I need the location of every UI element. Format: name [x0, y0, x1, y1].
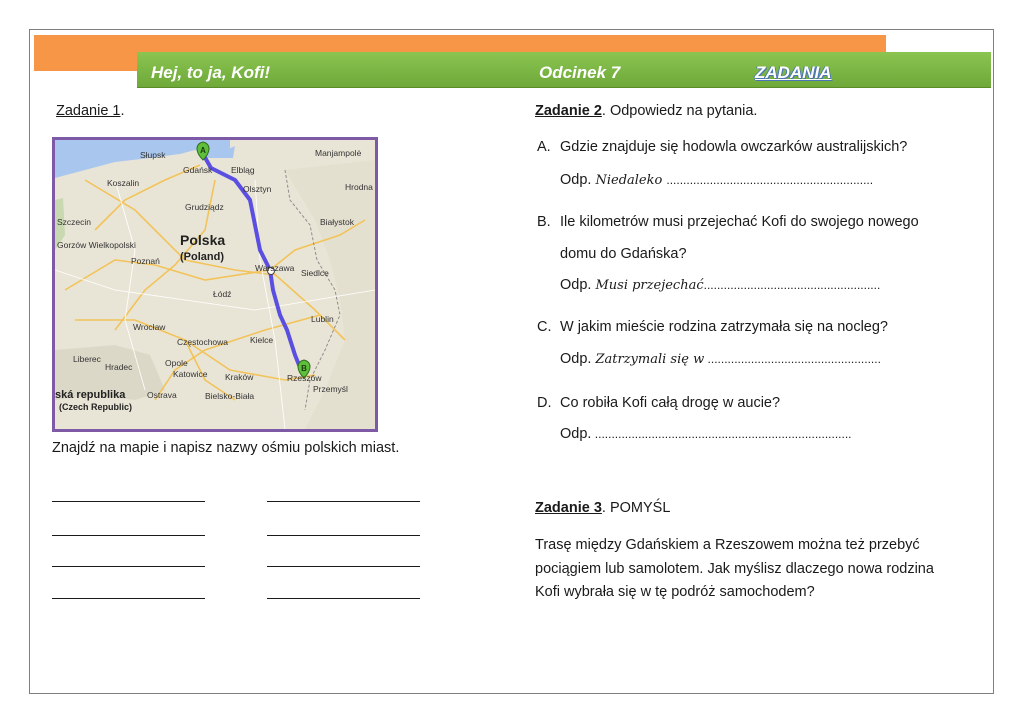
question-d-letter: D. — [537, 395, 552, 411]
svg-text:(Poland): (Poland) — [180, 251, 224, 263]
svg-text:Manjampolė: Manjampolė — [315, 148, 362, 158]
svg-text:Olsztyn: Olsztyn — [243, 184, 272, 194]
answer-d-odp: Odp. — [560, 426, 592, 442]
svg-text:Grudziądz: Grudziądz — [185, 202, 224, 212]
svg-text:Rzeszów: Rzeszów — [287, 373, 322, 383]
task3-heading-line — [535, 500, 670, 516]
task1-heading-line — [56, 103, 125, 119]
svg-text:Gdańsk: Gdańsk — [183, 165, 213, 175]
svg-text:Poznań: Poznań — [131, 256, 160, 266]
task2-heading-suffix: . Odpowiedz na pytania. — [601, 103, 758, 119]
map-svg — [55, 140, 375, 429]
svg-text:Hradec: Hradec — [105, 362, 133, 372]
task3-heading-suffix: . POMYŚL — [601, 500, 671, 516]
header-episode: Odcinek 7 — [539, 63, 621, 82]
answer-a-line — [560, 172, 873, 188]
task1-instruction: Znajdź na mapie i napisz nazwy ośmiu polskich miast. — [52, 440, 400, 456]
svg-text:Gorzów Wielkopolski: Gorzów Wielkopolski — [57, 240, 136, 250]
svg-text:Liberec: Liberec — [73, 354, 101, 364]
answer-d-line — [560, 426, 852, 442]
header-section: ZADANIA — [755, 63, 832, 82]
task3-text-2: pociągiem lub samolotem. Jak myślisz dlaczego nowa rodzina — [535, 561, 934, 577]
task1-heading-suffix: . — [120, 103, 125, 119]
answer-a-odp: Odp. — [560, 172, 592, 188]
question-b-letter: B. — [537, 214, 551, 230]
task3-heading: Zadanie 3 — [535, 500, 602, 516]
svg-text:Ostrava: Ostrava — [147, 390, 177, 400]
svg-text:Słupsk: Słupsk — [140, 150, 166, 160]
task3-text-1: Trasę między Gdańskiem a Rzeszowem można też przebyć — [535, 537, 920, 553]
answer-line-6[interactable] — [267, 566, 420, 567]
svg-text:Kielce: Kielce — [250, 335, 274, 345]
svg-text:Białystok: Białystok — [320, 217, 355, 227]
question-d-text: Co robiła Kofi całą drogę w aucie? — [560, 395, 781, 411]
answer-b-text: Musi przejechać — [595, 278, 704, 293]
answer-line-7[interactable] — [52, 598, 205, 599]
question-b-text: Ile kilometrów musi przejechać Kofi do swojego nowego — [560, 214, 919, 230]
svg-text:Katowice: Katowice — [173, 369, 208, 379]
answer-a-text: Niedaleko — [595, 173, 663, 188]
svg-text:B: B — [301, 364, 307, 373]
question-a-text: Gdzie znajduje się hodowla owczarków australijskich? — [560, 139, 908, 155]
answer-c-text: Zatrzymali się w — [595, 352, 705, 367]
poland-map — [52, 137, 378, 432]
svg-text:Przemyśl: Przemyśl — [313, 384, 348, 394]
svg-text:Hrodna: Hrodna — [345, 182, 373, 192]
header-title: Hej, to ja, Kofi! — [151, 63, 270, 82]
answer-line-1[interactable] — [52, 501, 205, 502]
question-c-letter: C. — [537, 319, 552, 335]
svg-text:ská republika: ská republika — [55, 389, 126, 401]
question-b-text-2: domu do Gdańska? — [560, 246, 687, 262]
svg-text:Warszawa: Warszawa — [255, 263, 295, 273]
answer-line-5[interactable] — [52, 566, 205, 567]
svg-text:A: A — [200, 146, 206, 155]
answer-c-line — [560, 351, 881, 367]
svg-text:Opole: Opole — [165, 358, 188, 368]
svg-text:Polska: Polska — [180, 232, 226, 248]
question-a-letter: A. — [537, 139, 551, 155]
task3-text-3: Kofi wybrała się w tę podróż samochodem? — [535, 584, 815, 600]
svg-text:Elbląg: Elbląg — [231, 165, 255, 175]
answer-line-8[interactable] — [267, 598, 420, 599]
answer-b-line — [560, 277, 880, 293]
answer-line-2[interactable] — [267, 501, 420, 502]
answer-d-dots[interactable]: ............................................................................. — [591, 427, 852, 441]
svg-text:Lublin: Lublin — [311, 314, 334, 324]
task1-heading: Zadanie 1 — [56, 103, 121, 119]
answer-b-odp: Odp. — [560, 277, 592, 293]
answer-line-3[interactable] — [52, 535, 205, 536]
svg-text:Kraków: Kraków — [225, 372, 254, 382]
svg-text:Wrocław: Wrocław — [133, 322, 166, 332]
answer-a-dots[interactable]: .............................................................. — [666, 173, 874, 187]
task2-heading-line — [535, 103, 757, 119]
svg-text:Szczecin: Szczecin — [57, 217, 92, 227]
answer-c-odp: Odp. — [560, 351, 592, 367]
answer-c-dots[interactable]: .................................................... — [704, 352, 881, 366]
question-c-text: W jakim mieście rodzina zatrzymała się na nocleg? — [560, 319, 888, 335]
svg-text:Siedlce: Siedlce — [301, 268, 329, 278]
svg-text:Częstochowa: Częstochowa — [177, 337, 229, 347]
answer-line-4[interactable] — [267, 535, 420, 536]
task2-heading: Zadanie 2 — [535, 103, 602, 119]
svg-text:Łódź: Łódź — [213, 289, 232, 299]
svg-text:Bielsko-Biała: Bielsko-Biała — [205, 391, 255, 401]
svg-text:Koszalin: Koszalin — [107, 178, 140, 188]
answer-b-dots[interactable]: ..................................................... — [703, 278, 881, 292]
svg-text:(Czech Republic): (Czech Republic) — [59, 402, 133, 412]
